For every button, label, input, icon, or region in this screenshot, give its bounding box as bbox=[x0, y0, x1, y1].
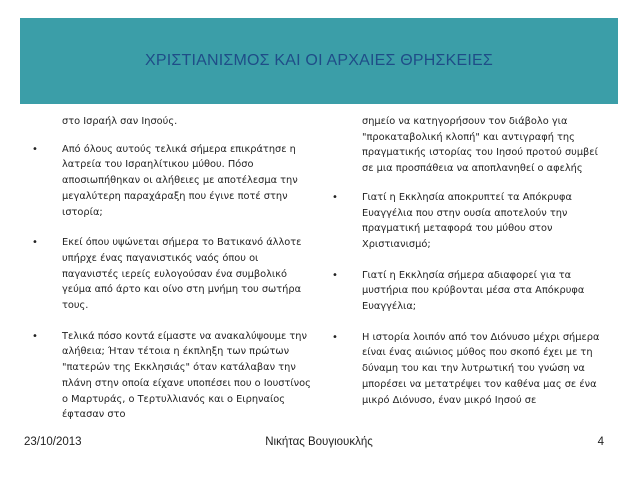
left-bullet-text: Τελικά πόσο κοντά είμαστε να ανακαλύψουμε την αλήθεια; Ήταν τέτοια η έκπληξη των πρώτων "πατερών της Εκκλησιάς" όταν κατάλαβαν την πλάνη στην οποία είχανε υποπέσει που ο Ιουστίνος ο Μαρτυράς, ο Τερτυλλιανός και ο Ειρηναίος έφτασαν στο bbox=[62, 330, 311, 421]
right-bullet-item bbox=[330, 190, 608, 253]
right-bullet-text: Η ιστορία λοιπόν από τον Διόνυσο μέχρι σήμερα είναι ένας αιώνιος μύθος που σκοπό έχει με τη δύναμη του και την λυτρωτική του γνώση να μπορέσει να μετατρέψει τον καθένα μας σε ένα μικρό Διόνυσο, έναν μικρό Ιησού σε bbox=[362, 331, 600, 406]
bullet-icon: • bbox=[32, 237, 38, 249]
right-bullet-text: Γιατί η Εκκλησία αποκρυπτεί τα Απόκρυφα Ευαγγέλια που στην ουσία αποτελούν την πραγματική μεταφορά του μύθου στον Χριστιανισμό; bbox=[362, 191, 572, 250]
right-bullet-text: Γιατί η Εκκλησία σήμερα αδιαφορεί για τα μυστήρια που κρύβονται μέσα στα Απόκρυφα Ευαγγέλια; bbox=[362, 269, 585, 313]
bullet-icon: • bbox=[332, 331, 338, 343]
right-column bbox=[330, 114, 608, 408]
left-bullet-item bbox=[30, 142, 315, 221]
left-bullet-text: Εκεί όπου υψώνεται σήμερα το Βατικανό άλλοτε υπήρχε ένας παγανιστικός ναός όπου οι παγανιστές ιερείς ευλογούσαν ένα συμβολικό γεύμα από άρτο και οίνο στη μνήμη του σωτήρα τους. bbox=[62, 237, 302, 312]
left-bullet-item bbox=[30, 235, 315, 314]
footer-date: 23/10/2013 bbox=[24, 436, 82, 448]
page-number: 4 bbox=[597, 436, 604, 448]
left-continuation-text: στο Ισραήλ σαν Ιησούς. bbox=[62, 116, 178, 127]
bullet-icon: • bbox=[332, 191, 338, 203]
left-bullet-text: Από όλους αυτούς τελικά σήμερα επικράτησε η λατρεία του Ισραηλίτικου μύθου. Πόσο αποσιωπήθηκαν οι αλήθειες με αποτέλεσμα την μεγαλύτερη παραχάραξη που έγινε ποτέ στην ιστορία; bbox=[62, 143, 298, 218]
footer-author: Νικήτας Βουγιουκλής bbox=[265, 436, 373, 448]
slide-title: ΧΡΙΣΤΙΑΝΙΣΜΟΣ ΚΑΙ ΟΙ ΑΡΧΑΙΕΣ ΘΡΗΣΚΕΙΕΣ bbox=[145, 52, 493, 69]
right-continuation bbox=[330, 114, 608, 177]
bullet-icon: • bbox=[332, 269, 338, 281]
left-bullet-item bbox=[30, 329, 315, 423]
right-continuation-text: σημείο να κατηγορήσουν τον διάβολο για "προκαταβολική κλοπή" και αντιγραφή της πραγματικής ιστορίας του Ιησού προτού συμβεί σε μια προσπάθεια να αποπλανηθεί ο αφελής bbox=[362, 116, 598, 175]
right-bullet-item bbox=[330, 268, 608, 315]
title-band bbox=[20, 18, 618, 104]
right-bullet-item bbox=[330, 330, 608, 409]
left-column bbox=[30, 114, 315, 423]
bullet-icon: • bbox=[32, 143, 38, 155]
left-continuation bbox=[30, 114, 315, 130]
bullet-icon: • bbox=[32, 330, 38, 342]
